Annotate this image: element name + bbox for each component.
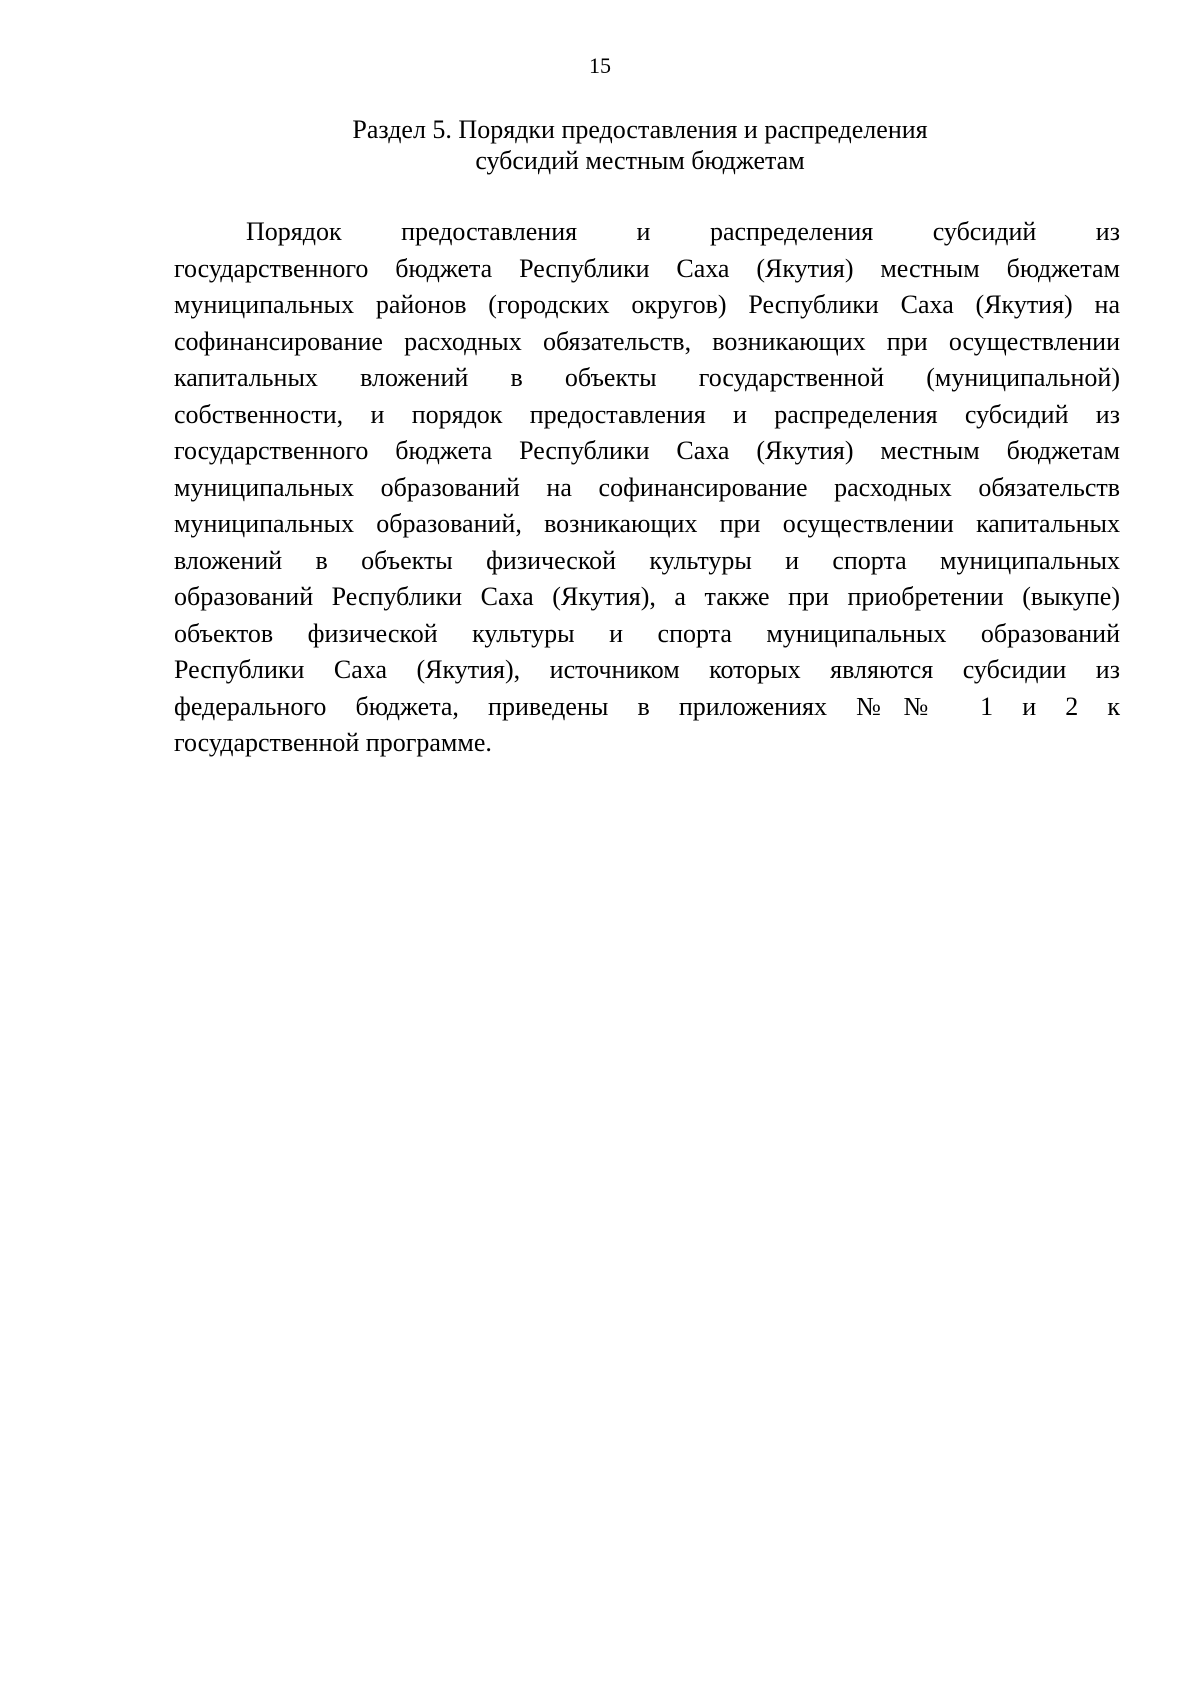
page-number: 15 bbox=[589, 53, 611, 78]
paragraph-line: капитальных вложений в объекты государственной (муниципальной) bbox=[174, 363, 1120, 392]
paragraph-line: муниципальных районов (городских округов) Республики Саха (Якутия) на bbox=[174, 290, 1120, 319]
paragraph-line: муниципальных образований на софинансирование расходных обязательств bbox=[174, 472, 1120, 502]
section-title-line-2: субсидий местным бюджетам bbox=[475, 146, 805, 175]
body-paragraph bbox=[174, 214, 1120, 762]
paragraph-line: Порядок предоставления и распределения субсидий из bbox=[246, 217, 1120, 246]
paragraph-line-last: государственной программе. bbox=[174, 728, 492, 757]
paragraph-line: государственного бюджета Республики Саха (Якутия) местным бюджетам bbox=[174, 253, 1120, 283]
paragraph-line: федерального бюджета, приведены в приложениях №№ 1 и 2 к bbox=[174, 691, 1120, 721]
paragraph-line: объектов физической культуры и спорта муниципальных образований bbox=[174, 618, 1120, 648]
paragraph-line: государственного бюджета Республики Саха (Якутия) местным бюджетам bbox=[174, 436, 1120, 465]
paragraph-line: образований Республики Саха (Якутия), а также при приобретении (выкупе) bbox=[174, 582, 1120, 611]
paragraph-line: вложений в объекты физической культуры и спорта муниципальных bbox=[174, 545, 1120, 575]
paragraph-line: софинансирование расходных обязательств, возникающих при осуществлении bbox=[174, 326, 1120, 356]
section-title-line-1: Раздел 5. Порядки предоставления и распределения bbox=[352, 115, 928, 144]
paragraph-line: муниципальных образований, возникающих при осуществлении капитальных bbox=[174, 509, 1120, 538]
paragraph-line: собственности, и порядок предоставления и распределения субсидий из bbox=[174, 399, 1120, 429]
paragraph-line: Республики Саха (Якутия), источником которых являются субсидии из bbox=[174, 655, 1120, 684]
section-title bbox=[160, 114, 1120, 176]
